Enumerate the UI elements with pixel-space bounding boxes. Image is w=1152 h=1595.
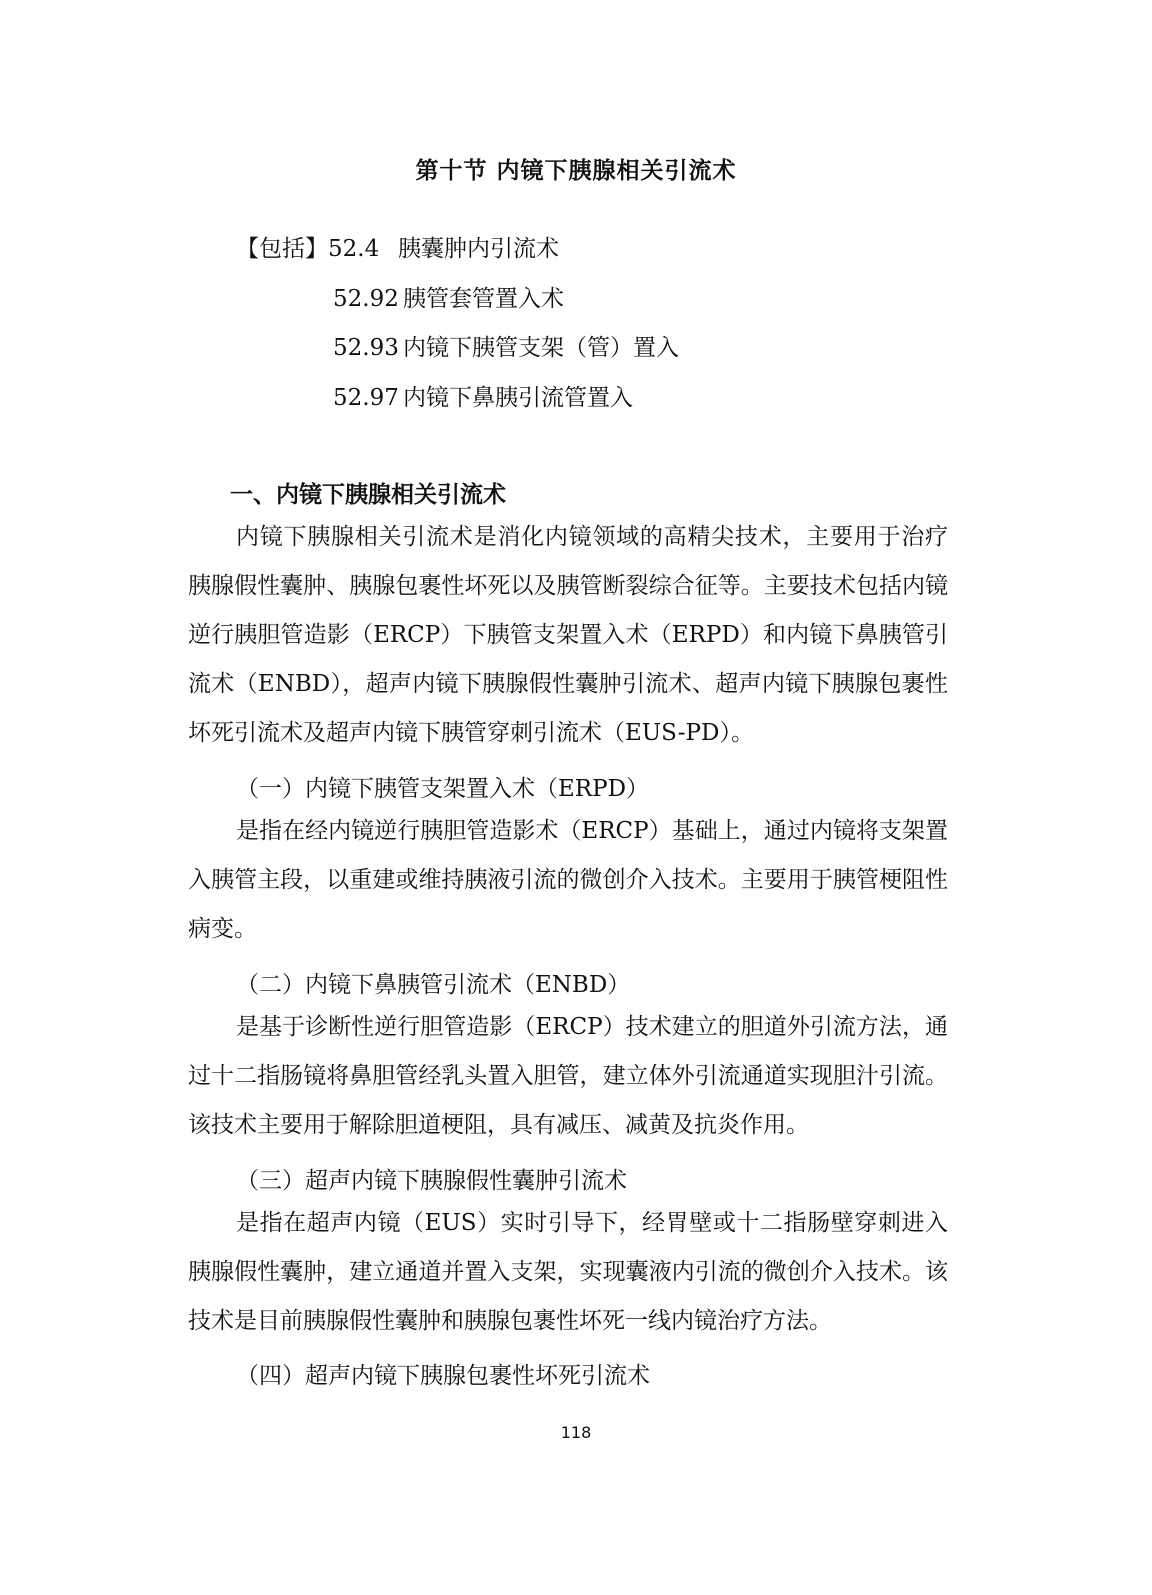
procedure-code: 52.93: [333, 335, 399, 361]
procedure-code: 52.4: [328, 236, 380, 262]
includes-line: [333, 329, 679, 362]
subsection-heading: （二）内镜下鼻胰管引流术（ENBD）: [236, 972, 631, 998]
heading-1: 一、内镜下胰腺相关引流术: [230, 482, 506, 508]
procedure-code: 52.97: [333, 385, 399, 411]
intro-paragraph: 内镜下胰腺相关引流术是消化内镜领域的高精尖技术，主要用于治疗胰腺假性囊肿、胰腺包裹性坏死以及胰管断裂综合征等。主要技术包括内镜逆行胰胆管造影（ERCP）下胰管支架置入术（ERPD）和内镜下鼻胰管引流术（ENBD），超声内镜下胰腺假性囊肿引流术、超声内镜下胰腺包裹性坏死引流术及超声内镜下胰管穿刺引流术（EUS-PD）。: [188, 524, 948, 746]
procedure-name: 内镜下鼻胰引流管置入: [403, 385, 633, 411]
procedure-name: 胰囊肿内引流术: [398, 236, 559, 262]
section-title: 第十节 内镜下胰腺相关引流术: [415, 158, 737, 184]
page-number: 118: [560, 1423, 592, 1442]
subsection-paragraph: 是指在超声内镜（EUS）实时引导下，经胃壁或十二指肠壁穿刺进入胰腺假性囊肿，建立通道并置入支架，实现囊液内引流的微创介入技术。该技术是目前胰腺假性囊肿和胰腺包裹性坏死一线内镜治疗方法。: [188, 1210, 948, 1334]
subsection-heading: （四）超声内镜下胰腺包裹性坏死引流术: [236, 1363, 650, 1389]
includes-line: [333, 280, 564, 313]
subsection-paragraph: 是基于诊断性逆行胆管造影（ERCP）技术建立的胆道外引流方法，通过十二指肠镜将鼻胆管经乳头置入胆管，建立体外引流通道实现胆汁引流。 该技术主要用于解除胆道梗阻，具有减压、减黄及抗炎作用。: [188, 1014, 948, 1138]
procedure-name: 内镜下胰管支架（管）置入: [403, 335, 679, 361]
procedure-name: 胰管套管置入术: [403, 286, 564, 312]
includes-line: [236, 230, 559, 263]
subsection-heading: （一）内镜下胰管支架置入术（ERPD）: [236, 776, 650, 802]
procedure-code: 52.92: [333, 286, 399, 312]
subsection-heading: （三）超声内镜下胰腺假性囊肿引流术: [236, 1168, 627, 1194]
subsection-paragraph: 是指在经内镜逆行胰胆管造影术（ERCP）基础上，通过内镜将支架置入胰管主段，以重建或维持胰液引流的微创介入技术。主要用于胰管梗阻性病变。: [188, 818, 948, 942]
includes-line: [333, 379, 633, 412]
includes-prefix: 【包括】: [236, 236, 328, 262]
